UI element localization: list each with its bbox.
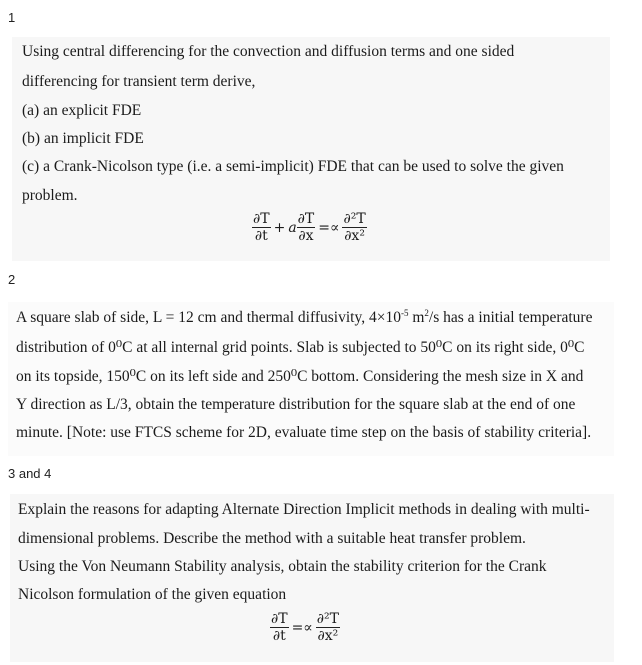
q1-equals-proportional: =∝ bbox=[318, 220, 340, 237]
q1-fraction-dT-dt bbox=[252, 212, 271, 244]
q34-frac1-denominator: ∂t bbox=[270, 627, 289, 644]
q34-fraction-d2T-dx2 bbox=[316, 612, 340, 644]
q34-line-1: Explain the reasons for adapting Alternate Direction Implicit methods in dealing with multi- bbox=[18, 501, 590, 518]
q1-frac3-numerator: ∂²T bbox=[343, 211, 366, 227]
q1-frac3-denominator: ∂x² bbox=[344, 228, 365, 245]
q2-line-2: distribution of 0⁰C at all internal grid points. Slab is subjected to 50⁰C on its right side, 0⁰C bbox=[16, 339, 585, 356]
q1-line-5: (c) a Crank-Nicolson type (i.e. a semi-implicit) FDE that can be used to solve the given bbox=[22, 158, 564, 175]
q1-frac2-denominator: ∂x bbox=[298, 228, 314, 245]
q2-exponent: -5 bbox=[400, 308, 409, 318]
q34-equation bbox=[270, 612, 340, 644]
question-number-1: 1 bbox=[8, 10, 16, 25]
q2-squared: 2 bbox=[424, 308, 429, 318]
q1-line-2: differencing for transient term derive, bbox=[22, 73, 256, 90]
q1-frac1-numerator: ∂T bbox=[253, 211, 270, 227]
q34-line-4: Nicolson formulation of the given equation bbox=[18, 586, 287, 603]
q1-coefficient: a bbox=[288, 220, 297, 237]
q2-line-3: on its topside, 150⁰C on its left side and 250⁰C bottom. Considering the mesh size in X and bbox=[16, 368, 584, 385]
q2-line-1-part-a: A square slab of side, L = 12 cm and thermal diffusivity, 4×10 bbox=[16, 309, 401, 326]
q1-fraction-d2T-dx2 bbox=[342, 212, 366, 244]
q1-line-3: (a) an explicit FDE bbox=[22, 102, 142, 119]
q2-line-1-part-c: /s has a initial temperature bbox=[428, 309, 593, 326]
q2-line-1 bbox=[16, 310, 592, 326]
q1-frac1-denominator: ∂t bbox=[252, 227, 271, 244]
q1-equation bbox=[252, 212, 367, 244]
question-number-3-and-4: 3 and 4 bbox=[8, 466, 52, 481]
q34-line-2: dimensional problems. Describe the method with a suitable heat transfer problem. bbox=[18, 530, 526, 547]
q2-line-4: Y direction as L/3, obtain the temperature distribution for the square slab at the end of one bbox=[16, 396, 576, 413]
q2-line-1-part-b: m bbox=[408, 309, 425, 326]
q34-frac2-numerator: ∂²T bbox=[316, 611, 339, 627]
q1-frac2-numerator: ∂T bbox=[297, 211, 315, 227]
q1-fraction-dT-dx bbox=[297, 212, 316, 244]
q34-line-3: Using the Von Neumann Stability analysis, obtain the stability criterion for the Crank bbox=[18, 558, 547, 575]
q1-line-6: problem. bbox=[22, 187, 78, 204]
q34-equals-proportional: =∝ bbox=[291, 620, 313, 637]
q1-plus-sign: + bbox=[273, 220, 286, 237]
question-number-2: 2 bbox=[8, 272, 16, 287]
q2-line-5: minute. [Note: use FTCS scheme for 2D, evaluate time step on the basis of stability criteria]. bbox=[16, 424, 592, 441]
q1-line-1: Using central differencing for the convection and diffusion terms and one sided bbox=[22, 43, 515, 60]
q34-frac2-denominator: ∂x² bbox=[317, 628, 339, 645]
q34-fraction-dT-dt bbox=[270, 612, 289, 644]
q1-line-4: (b) an implicit FDE bbox=[22, 130, 144, 147]
q34-frac1-numerator: ∂T bbox=[271, 611, 288, 627]
